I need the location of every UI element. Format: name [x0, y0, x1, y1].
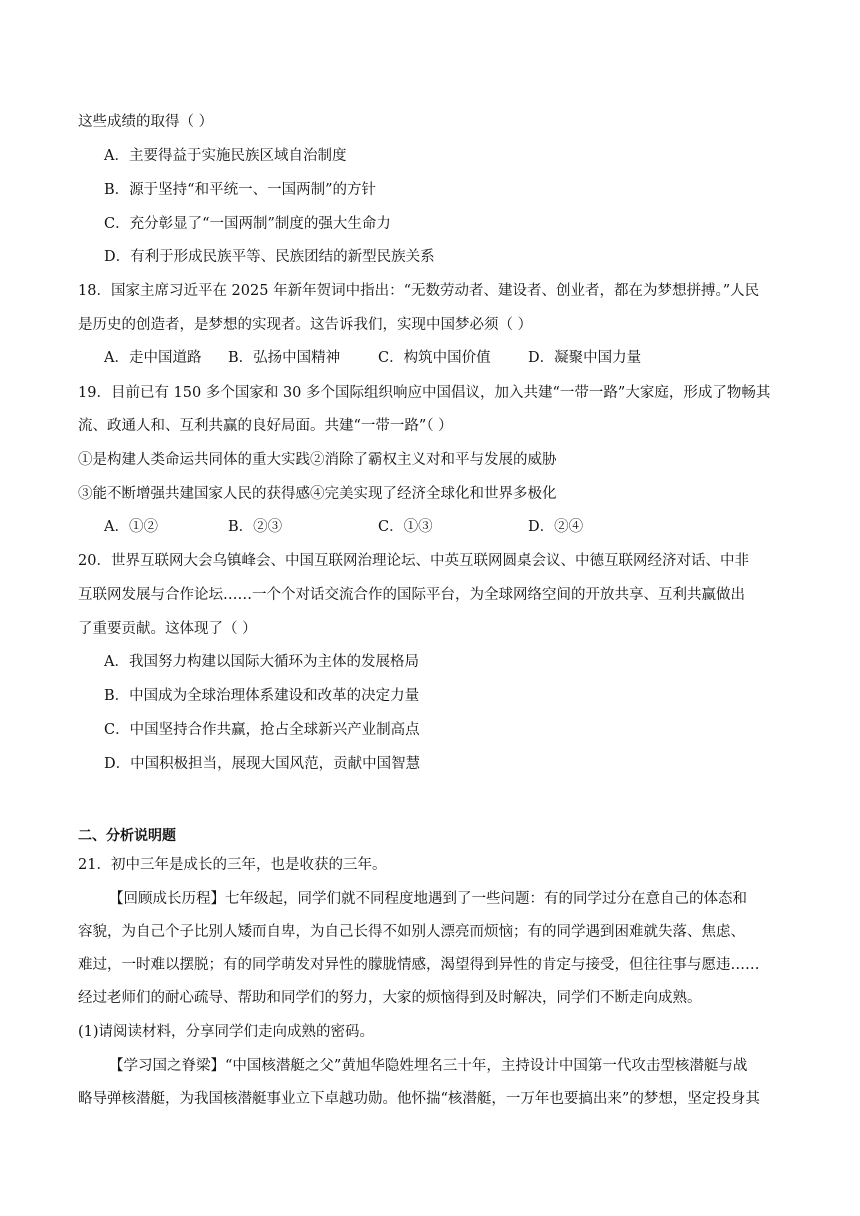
q19-options: [104, 517, 583, 537]
q21-intro: 21．初中三年是成长的三年，也是收获的三年。: [78, 857, 387, 873]
q21-sub-question-1: (1)请阅读材料，分享同学们走向成熟的密码。: [78, 1024, 375, 1040]
q20-option-c: C．中国坚持合作共赢，抢占全球新兴产业制高点: [104, 722, 420, 738]
q18-option-c: C．构筑中国价值: [378, 350, 491, 366]
q17-option-c: C．充分彰显了“一国两制”制度的强大生命力: [104, 216, 391, 232]
section-title: 二、分析说明题: [78, 828, 176, 844]
q19-option-d: D．②④: [528, 519, 584, 535]
q19-statement-line-1: ①是构建人类命运共同体的重大实践②消除了霸权主义对和平与发展的威胁: [78, 452, 557, 468]
q21-material2-line-1: 【学习国之脊梁】“中国核潜艇之父”黄旭华隐姓埋名三十年，主持设计中国第一代攻击型核潜艇与战: [109, 1058, 748, 1074]
q20-stem-line-1: 20．世界互联网大会乌镇峰会、中国互联网治理论坛、中英互联网圆桌会议、中德互联网经济对话、中非: [78, 553, 749, 569]
q19-option-a: A．①②: [104, 519, 158, 535]
q19-stem-line-1: 19．目前已有 150 多个国家和 30 多个国际组织响应中国倡议，加入共建“一带一路”大家庭，形成了物畅其: [78, 385, 771, 401]
q20-stem-line-2: 互联网发展与合作论坛……一个个对话交流合作的国际平台，为全球网络空间的开放共享、互利共赢做出: [78, 587, 745, 603]
q19-stem-line-2: 流、政通人和、互利共赢的良好局面。共建“一带一路”（ ）: [78, 418, 453, 434]
q17-option-b: B．源于坚持“和平统一、一国两制”的方针: [104, 182, 376, 198]
q19-statement-line-2: ③能不断增强共建国家人民的获得感④完美实现了经济全球化和世界多极化: [78, 486, 557, 502]
q21-material1-line-1: 【回顾成长历程】七年级起，同学们就不同程度地遇到了一些问题：有的同学过分在意自己的体态和: [109, 891, 747, 907]
q19-option-c: C．①③: [378, 519, 433, 535]
q17-option-d: D．有利于形成民族平等、民族团结的新型民族关系: [104, 249, 435, 265]
q18-option-a: A．走中国道路: [104, 350, 202, 366]
q18-options: [104, 348, 641, 368]
q21-material1-line-4: 经过老师们的耐心疏导、帮助和同学们的努力，大家的烦恼得到及时解决，同学们不断走向成熟。: [78, 990, 702, 1006]
q21-material1-line-3: 难过，一时难以摆脱；有的同学萌发对异性的朦胧情感，渴望得到异性的肯定与接受，但往往事与愿违……: [78, 957, 760, 973]
q21-material2-line-2: 略导弹核潜艇，为我国核潜艇事业立下卓越功勋。他怀揣“核潜艇，一万年也要搞出来”的梦想，坚定投身其: [78, 1091, 760, 1107]
q20-option-a: A．我国努力构建以国际大循环为主体的发展格局: [104, 654, 419, 670]
q17-stem-line: 这些成绩的取得（ ）: [78, 114, 214, 130]
q20-stem-line-3: 了重要贡献。这体现了（ ）: [78, 621, 257, 637]
q18-stem-line-1: 18．国家主席习近平在 2025 年新年贺词中指出：“无数劳动者、建设者、创业者，都在为梦想拼搏。”人民: [78, 283, 760, 299]
q21-material1-line-2: 容貌，为自己个子比别人矮而自卑，为自己长得不如别人漂亮而烦恼；有的同学遇到困难就失落、焦虑、: [78, 924, 745, 940]
q20-option-b: B．中国成为全球治理体系建设和改革的决定力量: [104, 688, 420, 704]
q17-option-a: A．主要得益于实施民族区域自治制度: [104, 148, 347, 164]
q20-option-d: D．中国积极担当，展现大国风范，贡献中国智慧: [104, 756, 421, 772]
q18-option-d: D．凝聚中国力量: [528, 350, 642, 366]
q18-option-b: B．弘扬中国精神: [228, 350, 341, 366]
q19-option-b: B．②③: [228, 519, 283, 535]
q18-stem-line-2: 是历史的创造者，是梦想的实现者。这告诉我们，实现中国梦必须（ ）: [78, 317, 533, 333]
